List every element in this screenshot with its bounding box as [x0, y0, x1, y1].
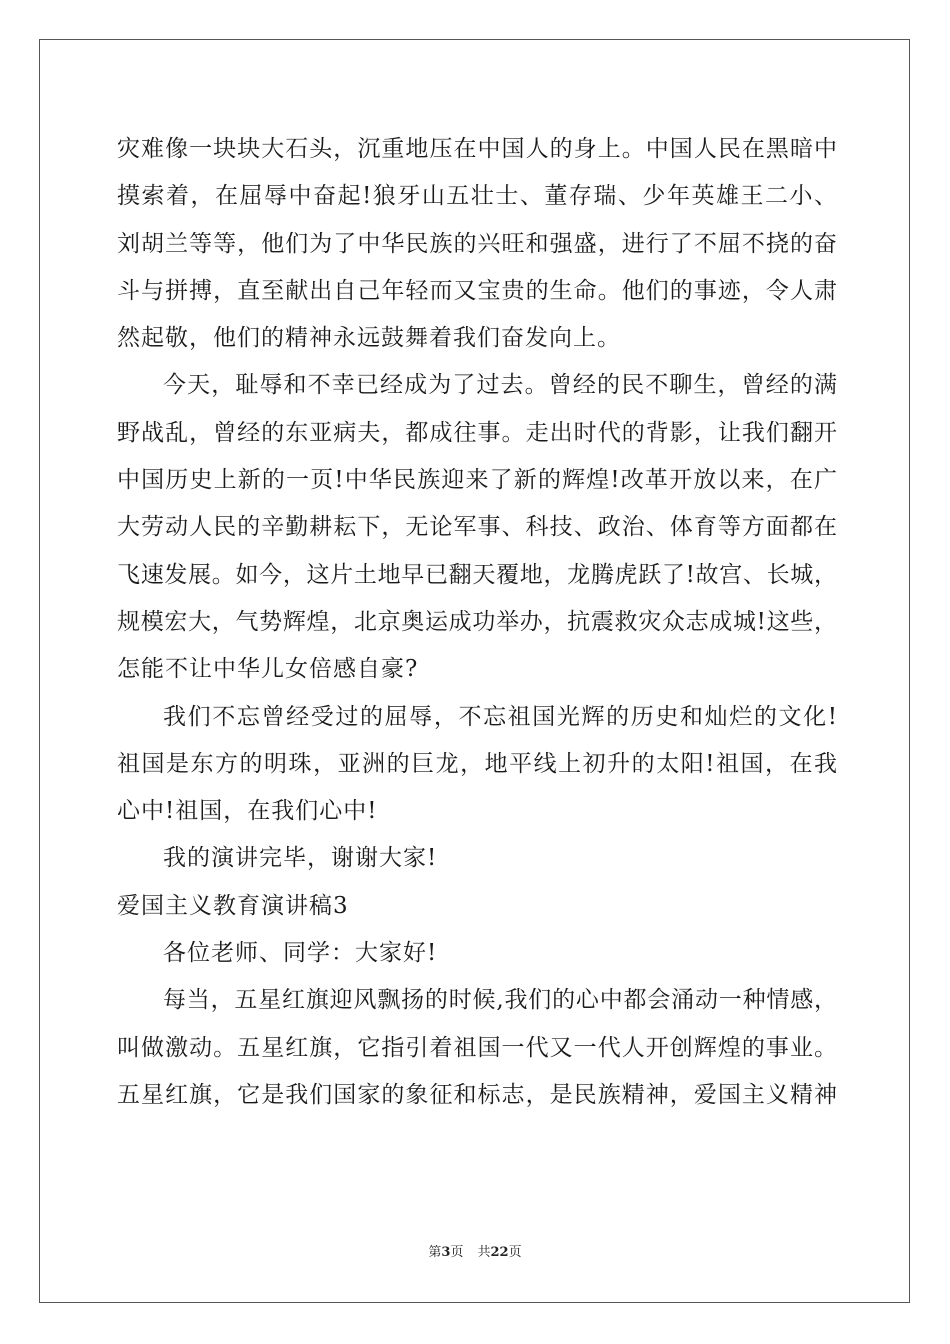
text-line: 飞速发展。如今，这片土地早已翻天覆地，龙腾虎跃了!故宫、长城，: [117, 561, 837, 588]
text-line: 心中!祖国，在我们心中!: [117, 798, 378, 825]
text-line: 各位老师、同学：大家好!: [163, 940, 438, 967]
text-line: 规模宏大，气势辉煌，北京奥运成功举办，抗震救灾众志成城!这些，: [117, 608, 837, 635]
footer-total-suffix: 页: [508, 1245, 522, 1260]
text-line: 爱国主义教育演讲稿3: [117, 892, 349, 919]
text-line: 叫做激动。五星红旗，它指引着祖国一代又一代人开创辉煌的事业。: [117, 1034, 837, 1061]
text-line: 野战乱，曾经的东亚病夫，都成往事。走出时代的背影，让我们翻开: [117, 419, 837, 446]
footer-page-number: 3: [441, 1245, 451, 1260]
text-line: 今天，耻辱和不幸已经成为了过去。曾经的民不聊生，曾经的满: [163, 372, 837, 399]
text-line: 灾难像一块块大石头，沉重地压在中国人的身上。中国人民在黑暗中: [117, 136, 837, 162]
text-line: 每当，五星红旗迎风飘扬的时候,我们的心中都会涌动一种情感，: [163, 987, 837, 1014]
text-line: 我的演讲完毕，谢谢大家!: [163, 845, 438, 872]
text-line: 祖国是东方的明珠，亚洲的巨龙，地平线上初升的太阳!祖国，在我: [117, 750, 837, 777]
text-line: 刘胡兰等等，他们为了中华民族的兴旺和强盛，进行了不屈不挠的奋: [117, 230, 837, 257]
text-line: 中国历史上新的一页!中华民族迎来了新的辉煌!改革开放以来，在广: [117, 467, 837, 494]
page-footer: [0, 1241, 950, 1260]
text-line: 然起敬，他们的精神永远鼓舞着我们奋发向上。: [117, 325, 621, 352]
text-line: 摸索着，在屈辱中奋起!狼牙山五壮士、董存瑞、少年英雄王二小、: [117, 183, 837, 210]
text-line: 怎能不让中华儿女倍感自豪?: [117, 656, 419, 683]
text-line: 五星红旗，它是我们国家的象征和标志，是民族精神，爱国主义精神: [117, 1081, 837, 1108]
footer-total-pages: 22: [490, 1245, 509, 1260]
footer-page-prefix: 第: [428, 1245, 442, 1260]
footer-total-prefix: 共: [477, 1245, 491, 1260]
text-line: 大劳动人民的辛勤耕耘下，无论军事、科技、政治、体育等方面都在: [117, 514, 837, 541]
text-line: 斗与拼搏，直至献出自己年轻而又宝贵的生命。他们的事迹，令人肃: [117, 277, 837, 304]
text-line: 我们不忘曾经受过的屈辱，不忘祖国光辉的历史和灿烂的文化!: [163, 703, 837, 730]
document-body: [117, 126, 837, 1119]
footer-page-suffix: 页: [450, 1245, 464, 1260]
